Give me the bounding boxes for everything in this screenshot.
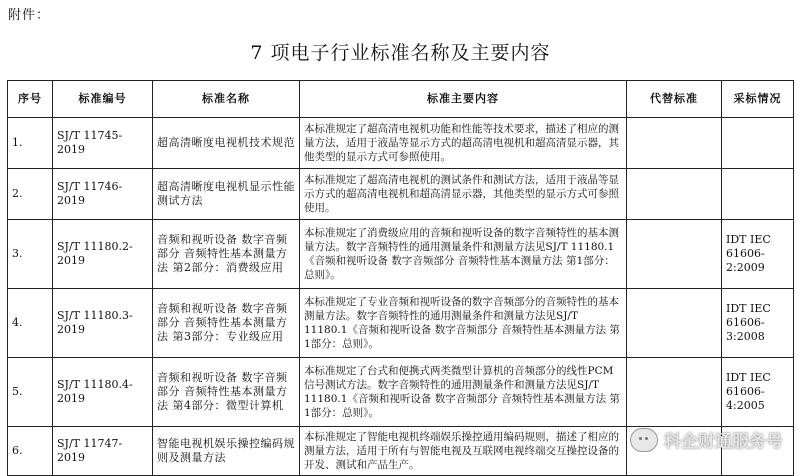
- watermark: [630, 427, 783, 452]
- row-content: 本标准规定了专业音频和视听设备的数字音频部分的音频特性的基本测量方法。数字音频特性的通用测量条件和测量方法见SJ/T 11180.1《音频和视听设备 数字音频部分 音频特性基本测量方法 第1部分：总则》。: [300, 289, 627, 358]
- header-code: 标准编号: [53, 81, 153, 118]
- row-content: 本标准规定了台式和便携式两类微型计算机的音频部分的线性PCM信号测试方法。数字音频特性的通用测量条件和测量方法见SJ/T 11180.1《音频和视听设备 数字音频部分 音频特性基本测量方法 第1部分：总则》。: [300, 358, 627, 427]
- row-adoption: IDT IEC 61606-2:2009: [722, 220, 794, 289]
- row-replaces: [627, 118, 722, 169]
- row-content: 本标准规定了超高清电视机功能和性能等技术要求，描述了相应的测量方法，适用于液晶等显示方式的超高清电视机和超高清显示器，其他类型的显示方式可参照使用。: [300, 118, 627, 169]
- row-replaces: [627, 169, 722, 220]
- row-seq: 3.: [8, 220, 53, 289]
- row-replaces: [627, 358, 722, 427]
- row-code: SJ/T 11747-2019: [53, 427, 153, 476]
- row-seq: 1.: [8, 118, 53, 169]
- row-code: SJ/T 11180.4-2019: [53, 358, 153, 427]
- row-code: SJ/T 11746-2019: [53, 169, 153, 220]
- row-code: SJ/T 11180.2-2019: [53, 220, 153, 289]
- page-title: 7 项电子行业标准名称及主要内容: [250, 42, 551, 64]
- attachment-label: 附件：: [8, 8, 51, 23]
- watermark-text: 科企财通服务号: [664, 432, 783, 452]
- row-adoption: IDT IEC 61606-3:2008: [722, 289, 794, 358]
- row-adoption: [722, 118, 794, 169]
- table-row: [8, 220, 794, 289]
- row-seq: 5.: [8, 358, 53, 427]
- row-name: 超高清晰度电视机显示性能测试方法: [153, 169, 300, 220]
- row-adoption: IDT IEC 61606-4:2005: [722, 358, 794, 427]
- row-content: 本标准规定了智能电视机终端娱乐操控通用编码规则，描述了相应的测量方法，适用于所有与智能电视及互联网电视终端交互操控设备的开发、测试和产品生产。: [300, 427, 627, 476]
- row-name: 智能电视机娱乐操控编码规则及测量方法: [153, 427, 300, 476]
- header-replaces: 代替标准: [627, 81, 722, 118]
- header-content: 标准主要内容: [300, 81, 627, 118]
- row-adoption: [722, 169, 794, 220]
- row-name: 音频和视听设备 数字音频部分 音频特性基本测量方法 第2部分：消费级应用: [153, 220, 300, 289]
- row-seq: 4.: [8, 289, 53, 358]
- row-replaces: [627, 220, 722, 289]
- row-code: SJ/T 11180.3-2019: [53, 289, 153, 358]
- row-name: 超高清晰度电视机技术规范: [153, 118, 300, 169]
- table-row: [8, 289, 794, 358]
- header-name: 标准名称: [153, 81, 300, 118]
- wechat-icon: [630, 428, 658, 452]
- row-code: SJ/T 11745-2019: [53, 118, 153, 169]
- header-adoption: 采标情况: [722, 81, 794, 118]
- table-row: [8, 358, 794, 427]
- table-header-row: [8, 81, 794, 118]
- table-row: [8, 169, 794, 220]
- row-content: 本标准规定了超高清电视机的测试条件和测试方法，适用于液晶等显示方式的超高清电视机和超高清显示器，其他类型的显示方式可参照使用。: [300, 169, 627, 220]
- header-seq: 序号: [8, 81, 53, 118]
- row-seq: 2.: [8, 169, 53, 220]
- row-seq: 6.: [8, 427, 53, 476]
- standards-table: [7, 80, 794, 476]
- row-name: 音频和视听设备 数字音频部分 音频特性基本测量方法 第3部分：专业级应用: [153, 289, 300, 358]
- table-row: [8, 118, 794, 169]
- row-name: 音频和视听设备 数字音频部分 音频特性基本测量方法 第4部分：微型计算机: [153, 358, 300, 427]
- row-content: 本标准规定了消费级应用的音频和视听设备的数字音频特性的基本测量方法。数字音频特性的通用测量条件和测量方法见SJ/T 11180.1《音频和视听设备 数字音频部分 音频特性基本测量方法 第1部分：总则》。: [300, 220, 627, 289]
- row-replaces: [627, 289, 722, 358]
